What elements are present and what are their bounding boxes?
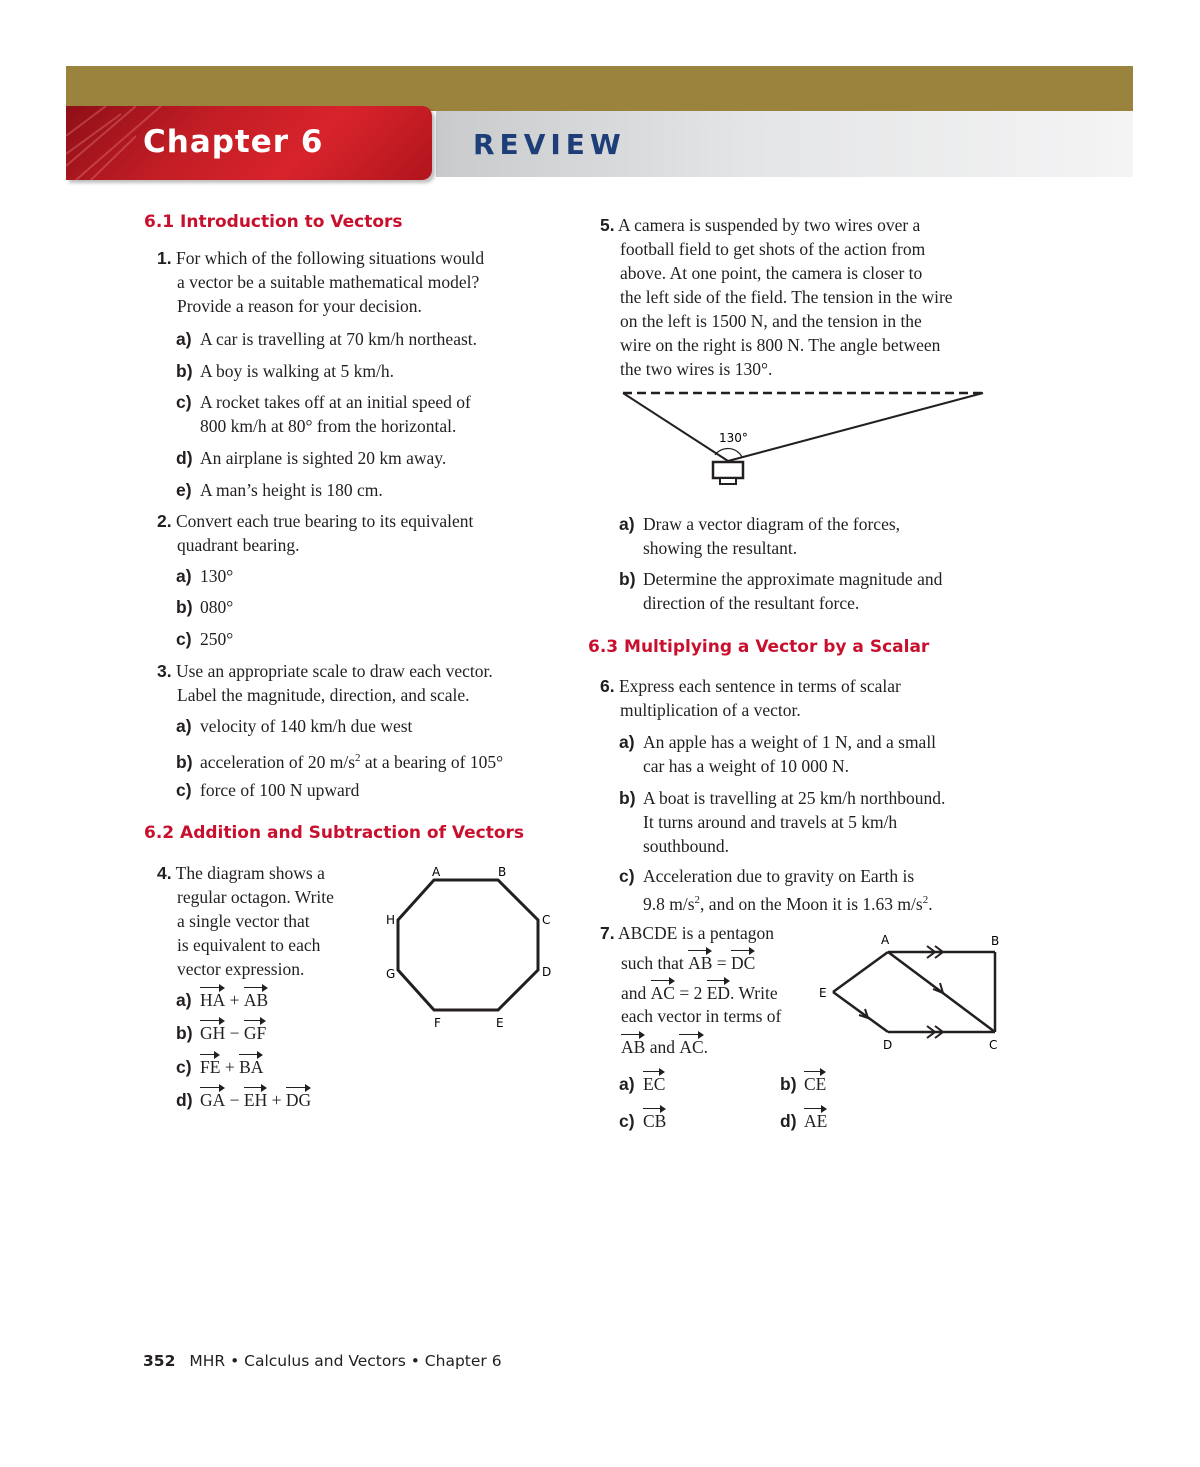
question-2: [157, 509, 473, 557]
part-1e: [176, 478, 383, 502]
camera-wire-diagram: [615, 385, 995, 495]
part-letter: c): [176, 780, 192, 800]
question-text: Express each sentence in terms of scalar: [618, 676, 901, 696]
vector: FE: [200, 1053, 220, 1079]
part-text: Draw a vector diagram of the forces,: [643, 514, 901, 534]
part-4c: [176, 1053, 263, 1079]
vector: CE: [804, 1070, 826, 1096]
question-3: [157, 659, 493, 707]
question-text: such that: [621, 953, 689, 973]
operator: +: [225, 990, 244, 1010]
part-letter: b): [780, 1074, 797, 1094]
left-wire: [623, 393, 728, 461]
operator: +: [267, 1090, 286, 1110]
edge-ed: [833, 992, 888, 1032]
part-1d: [176, 446, 446, 470]
question-text: vector expression.: [177, 959, 305, 979]
section-title-6-1: 6.1 Introduction to Vectors: [144, 212, 403, 232]
vector: HA: [200, 986, 225, 1012]
camera-lens-icon: [720, 478, 736, 484]
part-letter: b): [619, 788, 636, 808]
part-text: A man’s height is 180 cm.: [200, 480, 383, 500]
part-text: car has a weight of 10 000 N.: [643, 756, 850, 776]
pentagon-diagram: [815, 928, 1015, 1053]
question-text: a single vector that: [177, 911, 310, 931]
vector: BA: [239, 1053, 263, 1079]
question-text: Use an appropriate scale to draw each vector.: [175, 661, 493, 681]
page-footer: [143, 1352, 502, 1370]
part-letter: b): [176, 361, 193, 381]
part-letter: c): [176, 629, 192, 649]
question-1: [157, 246, 484, 318]
question-number: 5.: [600, 215, 615, 235]
question-text: the left side of the field. The tension in the wire: [620, 287, 953, 307]
part-letter: b): [176, 1023, 193, 1043]
question-text: . Write: [730, 983, 778, 1003]
part-letter: a): [619, 1074, 635, 1094]
operator: −: [225, 1090, 244, 1110]
vector: ED: [707, 979, 730, 1005]
part-3c: [176, 778, 359, 802]
part-6c: [619, 864, 933, 916]
vertex-label: E: [819, 986, 827, 1000]
question-text: Provide a reason for your decision.: [177, 296, 422, 316]
part-text: force of 100 N upward: [200, 780, 360, 800]
question-text: ABCDE is a pentagon: [618, 923, 775, 943]
vertex-label: H: [386, 913, 396, 927]
question-text: regular octagon. Write: [177, 887, 334, 907]
vector: AB: [244, 986, 268, 1012]
part-text: A boy is walking at 5 km/h.: [200, 361, 394, 381]
question-text: .: [703, 1037, 709, 1057]
part-text: A rocket takes off at an initial speed of: [200, 392, 471, 412]
question-7: [600, 921, 774, 945]
question-number: 2.: [157, 511, 172, 531]
part-text: Acceleration due to gravity on Earth is: [643, 866, 915, 886]
part-7d: [780, 1107, 827, 1133]
part-6a: [619, 730, 936, 778]
part-letter: d): [780, 1111, 797, 1131]
part-letter: a): [619, 514, 635, 534]
question-number: 3.: [157, 661, 172, 681]
part-letter: c): [176, 1057, 192, 1077]
question-text: the two wires is 130°.: [620, 359, 773, 379]
question-text: quadrant bearing.: [177, 535, 300, 555]
part-3b: [176, 746, 503, 774]
camera-icon: [713, 462, 743, 478]
vector: AC: [651, 979, 675, 1005]
vertex-label: B: [991, 934, 1000, 948]
section-title-6-2: 6.2 Addition and Subtraction of Vectors: [144, 823, 525, 843]
operator: = 2: [674, 983, 707, 1003]
part-letter: a): [619, 732, 635, 752]
vector: DC: [731, 949, 755, 975]
part-2a: [176, 564, 233, 588]
part-text: direction of the resultant force.: [643, 593, 860, 613]
part-3a: [176, 714, 412, 738]
vector: AB: [621, 1033, 645, 1059]
part-4b: [176, 1019, 266, 1045]
part-letter: e): [176, 480, 192, 500]
part-5b: [619, 567, 942, 615]
edge-ea: [833, 952, 888, 992]
part-7a: [619, 1070, 665, 1096]
vector: AB: [688, 949, 712, 975]
question-text: multiplication of a vector.: [620, 700, 801, 720]
part-text: An airplane is sighted 20 km away.: [200, 448, 447, 468]
question-text: a vector be a suitable mathematical model?: [177, 272, 480, 292]
part-text: 9.8 m/s: [643, 893, 695, 914]
vertex-label: E: [496, 1016, 504, 1030]
part-4d: [176, 1086, 311, 1112]
part-text: 250°: [200, 629, 234, 649]
part-text: 080°: [200, 597, 234, 617]
vertex-label: B: [498, 865, 507, 879]
vertex-label: D: [883, 1038, 893, 1052]
vector: GA: [200, 1086, 225, 1112]
part-text: A car is travelling at 70 km/h northeast.: [200, 329, 478, 349]
part-letter: b): [176, 751, 193, 772]
question-text: is equivalent to each: [177, 935, 321, 955]
part-letter: a): [176, 716, 192, 736]
part-letter: d): [176, 448, 193, 468]
vector: AE: [804, 1107, 827, 1133]
question-7-line: [621, 949, 755, 975]
part-text: velocity of 140 km/h due west: [200, 716, 413, 736]
vertex-label: F: [434, 1016, 441, 1030]
question-text: each vector in terms of: [621, 1006, 782, 1026]
vertex-label: C: [542, 913, 551, 927]
part-text: showing the resultant.: [643, 538, 798, 558]
part-7b: [780, 1070, 826, 1096]
vertex-label: G: [386, 967, 396, 981]
footer-text: MHR • Calculus and Vectors • Chapter 6: [189, 1352, 502, 1370]
part-text: A boat is travelling at 25 km/h northbound.: [643, 788, 946, 808]
superscript: 2: [694, 894, 701, 906]
part-text: acceleration of 20 m/s: [200, 751, 356, 772]
chapter-title: Chapter 6: [143, 124, 324, 160]
operator: −: [225, 1023, 244, 1043]
vector: EC: [643, 1070, 665, 1096]
question-7-line: [621, 1033, 708, 1059]
part-letter: c): [619, 866, 635, 886]
part-letter: a): [176, 990, 192, 1010]
octagon-diagram: [380, 860, 560, 1035]
part-text: Determine the approximate magnitude and: [643, 569, 943, 589]
question-text: For which of the following situations would: [175, 248, 485, 268]
vector: GH: [200, 1019, 225, 1045]
part-letter: b): [176, 597, 193, 617]
part-letter: a): [176, 329, 192, 349]
part-letter: d): [176, 1090, 193, 1110]
question-number: 1.: [157, 248, 172, 268]
question-4: [157, 861, 334, 981]
review-title: REVIEW: [473, 128, 626, 161]
page-number: 352: [143, 1352, 176, 1370]
question-text: wire on the right is 800 N. The angle between: [620, 335, 941, 355]
angle-label: 130°: [719, 431, 748, 445]
right-wire: [728, 393, 983, 461]
vertex-label: D: [542, 965, 552, 979]
part-1b: [176, 359, 394, 383]
vector: GF: [244, 1019, 266, 1045]
question-text: and: [645, 1037, 680, 1057]
octagon-shape: [398, 880, 538, 1010]
vertex-label: C: [989, 1038, 998, 1052]
part-4a: [176, 986, 268, 1012]
header-gold-bar: [66, 66, 1133, 111]
section-title-6-3: 6.3 Multiplying a Vector by a Scalar: [588, 637, 930, 657]
vector: CB: [643, 1107, 666, 1133]
part-1c: [176, 390, 471, 438]
vector: AC: [679, 1033, 703, 1059]
operator: +: [220, 1057, 240, 1077]
question-text: The diagram shows a: [175, 863, 325, 883]
part-text: at a bearing of 105°: [360, 751, 504, 772]
question-number: 7.: [600, 923, 615, 943]
question-6: [600, 674, 901, 722]
part-1a: [176, 327, 477, 351]
vector: DG: [286, 1086, 311, 1112]
part-letter: c): [619, 1111, 635, 1131]
question-text: on the left is 1500 N, and the tension in the: [620, 311, 922, 331]
question-text: above. At one point, the camera is closer to: [620, 263, 923, 283]
vector: EH: [244, 1086, 267, 1112]
question-7-line: [621, 1004, 781, 1028]
part-7c: [619, 1107, 666, 1133]
part-text: .: [928, 893, 933, 914]
part-2c: [176, 627, 233, 651]
question-text: and: [621, 983, 651, 1003]
question-number: 4.: [157, 863, 172, 883]
operator: =: [712, 953, 732, 973]
question-text: Convert each true bearing to its equivalent: [175, 511, 474, 531]
superscript: 2: [355, 752, 361, 764]
question-7-line: [621, 979, 778, 1005]
part-5a: [619, 512, 900, 560]
part-2b: [176, 595, 233, 619]
question-text: football field to get shots of the action from: [620, 239, 926, 259]
vertex-label: A: [881, 933, 890, 947]
part-text: southbound.: [643, 836, 730, 856]
question-text: A camera is suspended by two wires over a: [618, 215, 921, 235]
vertex-label: A: [432, 865, 441, 879]
question-number: 6.: [600, 676, 615, 696]
part-text: , and on the Moon it is 1.63 m/s: [700, 893, 923, 914]
question-text: Label the magnitude, direction, and scale.: [177, 685, 470, 705]
part-text: 800 km/h at 80° from the horizontal.: [200, 416, 457, 436]
question-5: [600, 213, 953, 381]
superscript: 2: [922, 894, 929, 906]
part-letter: c): [176, 392, 192, 412]
part-text: It turns around and travels at 5 km/h: [643, 812, 898, 832]
part-text: 130°: [200, 566, 234, 586]
part-letter: a): [176, 566, 192, 586]
part-letter: b): [619, 569, 636, 589]
part-6b: [619, 786, 945, 858]
part-text: An apple has a weight of 1 N, and a small: [643, 732, 937, 752]
